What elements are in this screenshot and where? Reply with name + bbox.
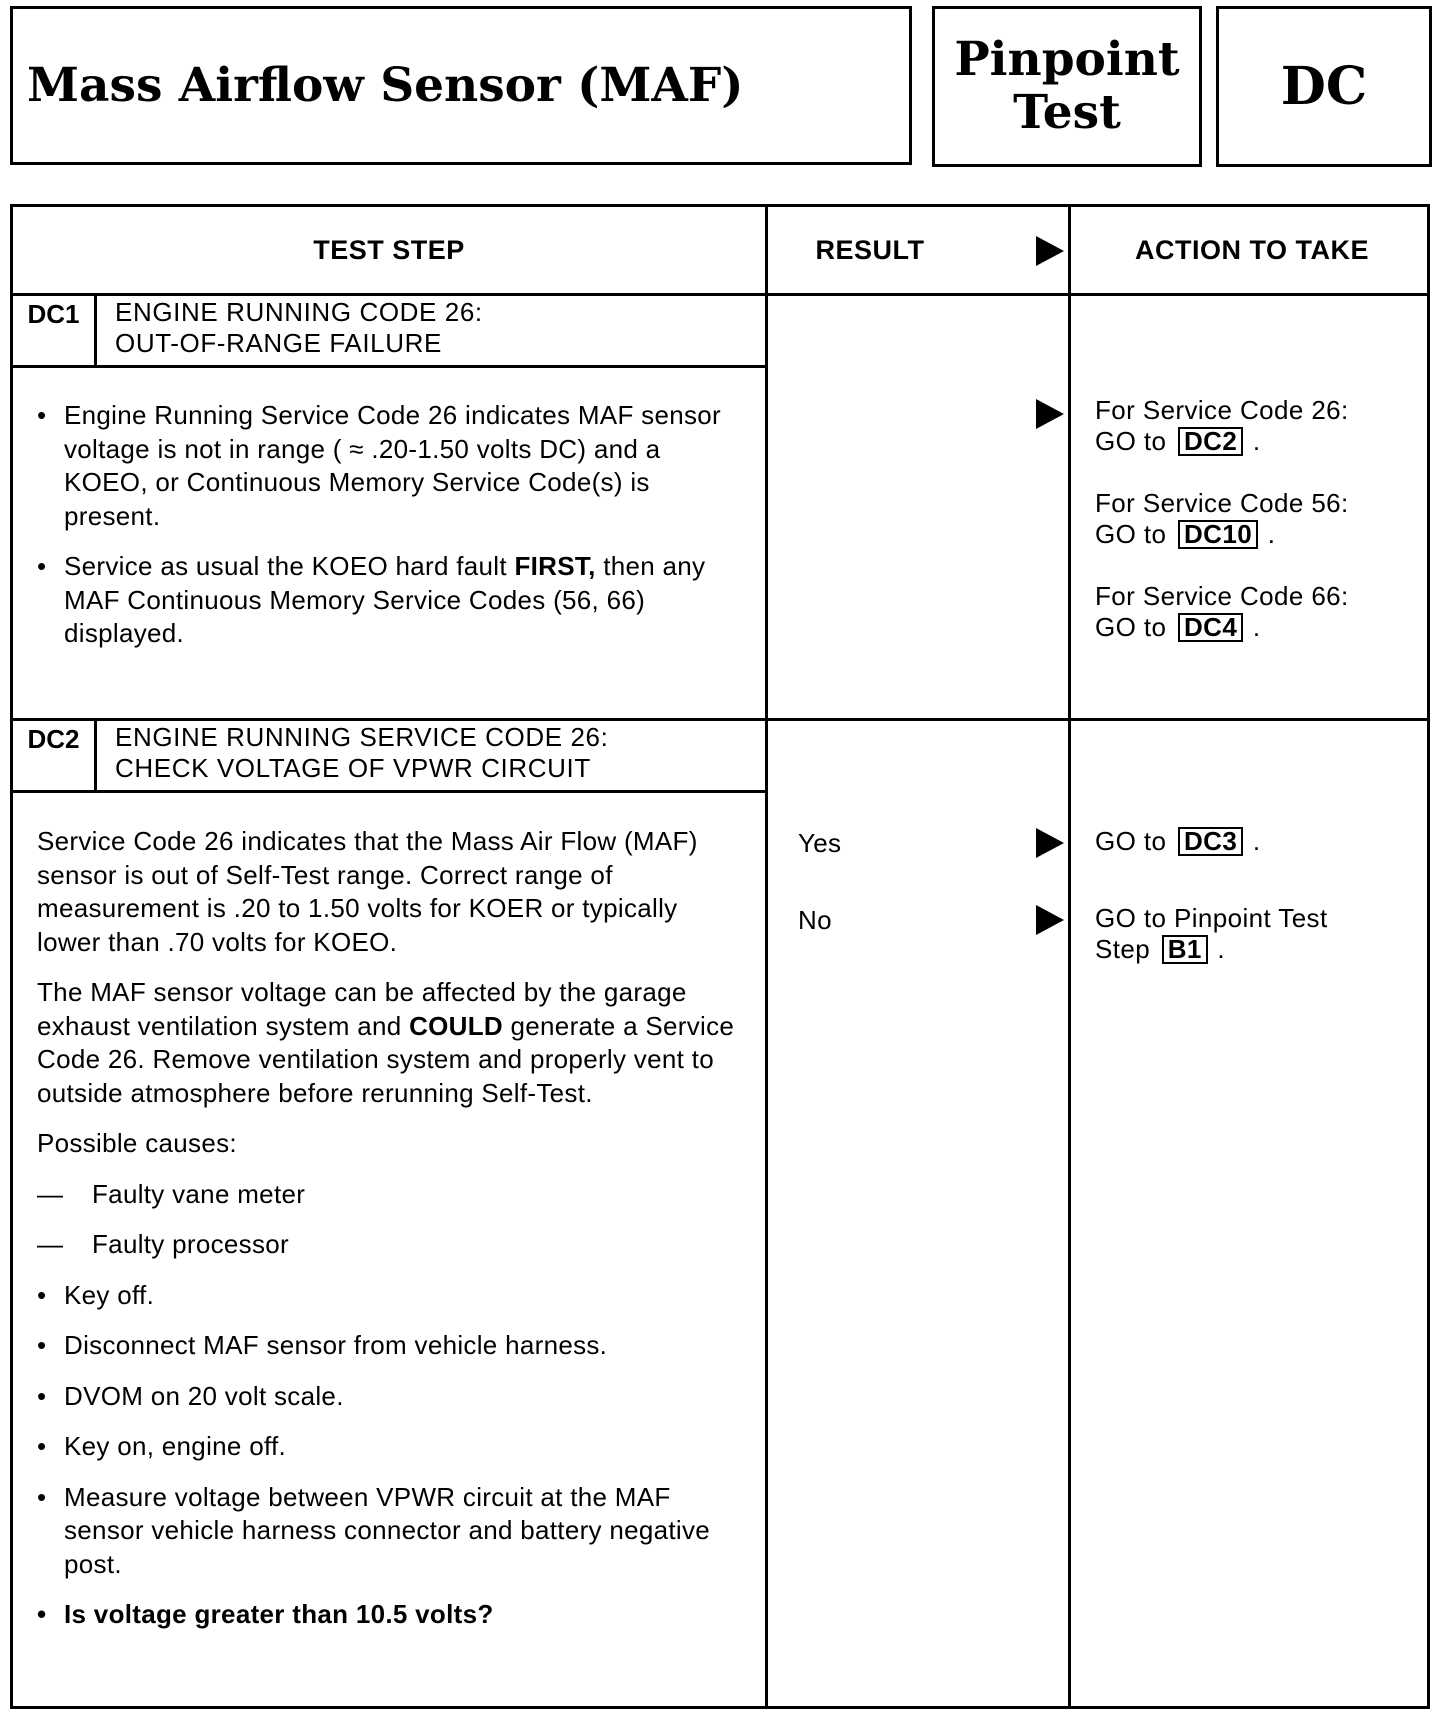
result-no: No — [798, 905, 832, 935]
action-yes: GO to DC3 . — [1095, 826, 1261, 856]
step-reference-link[interactable]: DC4 — [1178, 613, 1243, 642]
arrow-icon — [1036, 399, 1064, 429]
step-title-line: OUT-OF-RANGE FAILURE — [115, 328, 442, 358]
test-code: DC — [1216, 6, 1432, 167]
question: • Is voltage greater than 10.5 volts? — [37, 1598, 747, 1632]
step-title-line: ENGINE RUNNING CODE 26: — [115, 297, 483, 327]
paragraph: Service Code 26 indicates that the Mass Air Flow (MAF) sensor is out of Self-Test range. Correct range of measurement is .20 to 1.50 volts for KOER or typically lower than .70 volts for KOEO. — [37, 826, 698, 957]
step-reference-link[interactable]: B1 — [1162, 935, 1208, 964]
pinpoint-test-label — [932, 6, 1202, 167]
list-item: For Service Code 66: GO to DC4 . — [1095, 581, 1349, 642]
list-item: • Measure voltage between VPWR circuit at the MAF sensor vehicle harness connector and battery negative post. — [37, 1481, 747, 1582]
step-header-dc2 — [13, 718, 765, 793]
step-reference-link[interactable]: DC10 — [1178, 520, 1258, 549]
action-list-dc1 — [1095, 395, 1425, 674]
column-header-action: ACTION TO TAKE — [1135, 234, 1369, 265]
list-item: • Engine Running Service Code 26 indicates MAF sensor voltage is not in range ( ≈ .20-1.50 volts DC) and a KOEO, or Continuous Memory Service Code(s) is present. — [37, 399, 747, 533]
list-item: • DVOM on 20 volt scale. — [37, 1380, 747, 1414]
pinpoint-line1: Pinpoint — [954, 31, 1180, 87]
arrow-icon — [1036, 828, 1064, 858]
page-title: Mass Airflow Sensor (MAF) — [10, 6, 912, 165]
column-header-result: RESULT — [815, 234, 925, 265]
list-item: • Key off. — [37, 1279, 747, 1313]
step-body-dc1 — [37, 399, 747, 668]
result-yes: Yes — [798, 828, 842, 858]
paragraph: The MAF sensor voltage can be affected by the garage exhaust ventilation system and COULD generate a Service Code 26. Remove ventilation system and properly vent to outside atmosphere before rerunning Self-Test. — [37, 977, 735, 1108]
step-header-dc1 — [13, 293, 765, 368]
step-reference-link[interactable]: DC3 — [1178, 827, 1243, 856]
step-title — [115, 297, 483, 359]
step-body-dc2 — [37, 825, 747, 1649]
step-title — [115, 722, 608, 784]
column-header-test-step: TEST STEP — [313, 234, 465, 265]
list-item: For Service Code 56: GO to DC10 . — [1095, 488, 1349, 549]
list-item: For Service Code 26: GO to DC2 . — [1095, 395, 1349, 456]
causes-label: Possible causes: — [37, 1128, 237, 1158]
step-id: DC2 — [13, 718, 97, 790]
step-title-line: CHECK VOLTAGE OF VPWR CIRCUIT — [115, 753, 591, 783]
list-item: • Key on, engine off. — [37, 1430, 747, 1464]
arrow-icon — [1036, 236, 1064, 266]
step-reference-link[interactable]: DC2 — [1178, 427, 1243, 456]
list-item: • Service as usual the KOEO hard fault FIRST, then any MAF Continuous Memory Service Codes (56, 66) displayed. — [37, 550, 747, 651]
pinpoint-line2: Test — [1013, 84, 1121, 140]
column-divider — [765, 207, 768, 1706]
action-no: GO to Pinpoint Test Step B1 . — [1095, 903, 1328, 964]
column-divider — [1068, 207, 1071, 1706]
list-item: • Disconnect MAF sensor from vehicle harness. — [37, 1329, 747, 1363]
test-table — [10, 204, 1430, 1709]
list-item: — Faulty vane meter — [37, 1178, 747, 1212]
arrow-icon — [1036, 905, 1064, 935]
step-id: DC1 — [13, 293, 97, 365]
step-title-line: ENGINE RUNNING SERVICE CODE 26: — [115, 722, 609, 752]
list-item: — Faulty processor — [37, 1228, 747, 1262]
